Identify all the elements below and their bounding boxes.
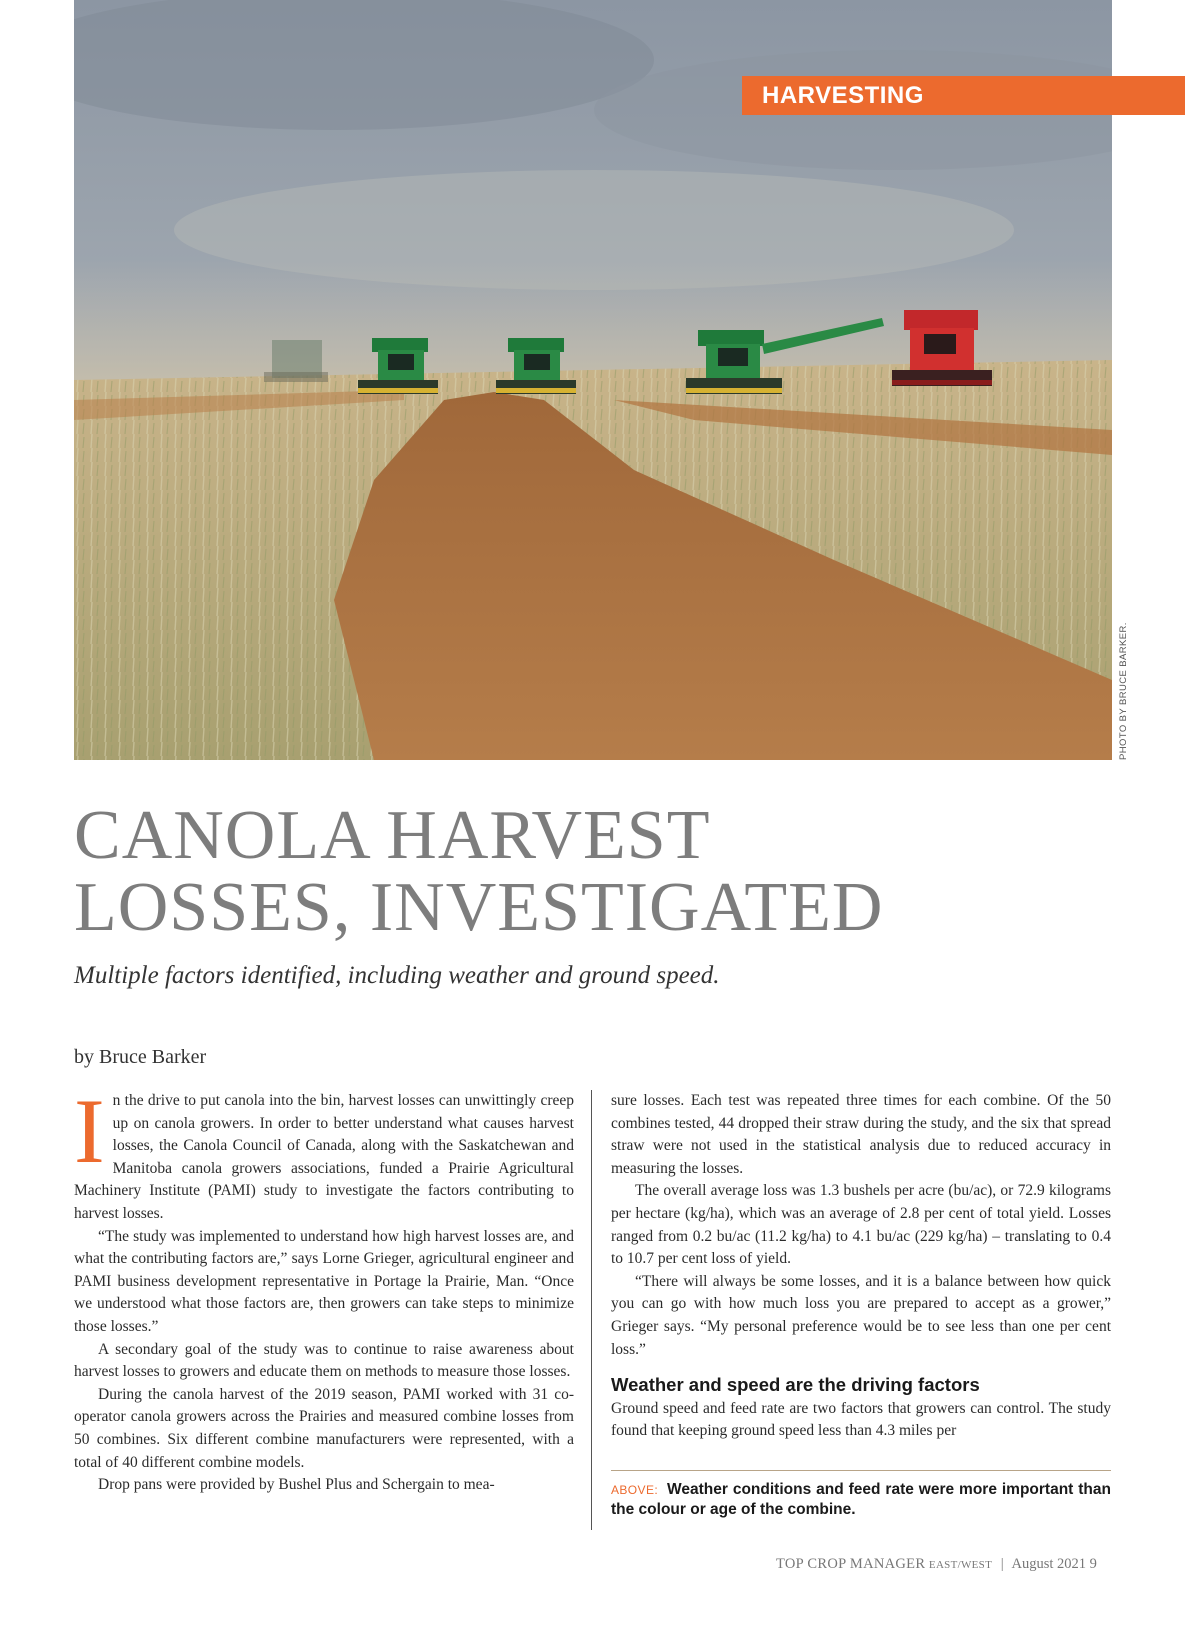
deck: Multiple factors identified, including weather and ground speed. <box>74 962 720 989</box>
body-paragraph: “There will always be some losses, and it is a balance between how quick you can go with how much loss you are prepared to accept as a grower,” Grieger says. “My personal preference would be to see less than one per cent loss.” <box>611 1272 1111 1358</box>
magazine-edition: EAST/WEST <box>928 1559 993 1571</box>
body-paragraph: “The study was implemented to understand how high harvest losses are, and what the contributing factors are,” says Lorne Grieger, agricultural engineer and PAMI business development representative in Portage la Prairie, Man. “Once we understood what those factors are, then growers can take steps to minimize those losses.” <box>74 1227 574 1335</box>
photo-caption <box>611 1480 1111 1520</box>
headline-line-1: CANOLA HARVEST <box>74 797 711 874</box>
page-number: 9 <box>1089 1556 1097 1572</box>
byline: by Bruce Barker <box>74 1046 207 1068</box>
combine-1-icon <box>264 340 328 382</box>
body-paragraph <box>74 1080 574 1226</box>
section-subhead: Weather and speed are the driving factors <box>611 1374 980 1396</box>
body-paragraph: The overall average loss was 1.3 bushels per acre (bu/ac), or 72.9 kilograms per hectare (kg/ha), which was an average of 2.8 per cent of total yield. Losses ranged from 0.2 bu/ac (11.2 kg/ha) to 4.1 bu/ac (229 kg/ha) – translating to 0.4 to 10.7 per cent loss of yield. <box>611 1182 1111 1268</box>
issue-date: August 2021 <box>1011 1556 1087 1572</box>
caption-label: ABOVE: <box>611 1483 659 1497</box>
magazine-name: TOP CROP MANAGER <box>776 1556 926 1572</box>
body-paragraph-text: n the drive to put canola into the bin, harvest losses can unwittingly creep up on canola growers. In order to better understand what causes harvest losses, the Canola Council of Canada, along with the Saskatchewan and Manitoba canola growers associations, funded a Prairie Agricultural Machinery Institute (PAMI) study to investigate the factors contributing to harvest losses. <box>74 1092 574 1222</box>
headline-line-2: LOSSES, INVESTIGATED <box>74 869 884 946</box>
body-paragraph: sure losses. Each test was repeated three times for each combine. Of the 50 combines tested, 44 dropped their straw during the study, and the six that spread straw were not used in the statistical analysis due to reduced accuracy in measuring the losses. <box>611 1092 1111 1177</box>
drop-cap: I <box>74 1080 105 1182</box>
footer-separator: | <box>1000 1556 1004 1572</box>
section-tag: HARVESTING <box>742 76 1185 115</box>
body-paragraph: A secondary goal of the study was to continue to raise awareness about harvest losses to growers and educate them on methods to measure those losses. <box>74 1340 574 1381</box>
body-column-right <box>611 1090 1111 1443</box>
page-footer <box>776 1556 1097 1573</box>
column-divider <box>591 1090 592 1530</box>
headline <box>74 797 884 946</box>
caption-text: Weather conditions and feed rate were more important than the colour or age of the combine. <box>611 1481 1111 1518</box>
caption-rule <box>611 1470 1111 1471</box>
body-paragraph: Drop pans were provided by Bushel Plus and Schergain to mea- <box>98 1476 495 1494</box>
body-column-left <box>74 1080 574 1497</box>
photo-credit: PHOTO BY BRUCE BARKER. <box>1118 622 1129 760</box>
body-paragraph: Ground speed and feed rate are two factors that growers can control. The study found that keeping ground speed less than 4.3 miles per <box>611 1399 1111 1440</box>
body-paragraph: During the canola harvest of the 2019 season, PAMI worked with 31 co-operator canola growers across the Prairies and measured combine losses from 50 combines. Six different combine manufacturers were represented, with a total of 40 different combine models. <box>74 1385 574 1471</box>
